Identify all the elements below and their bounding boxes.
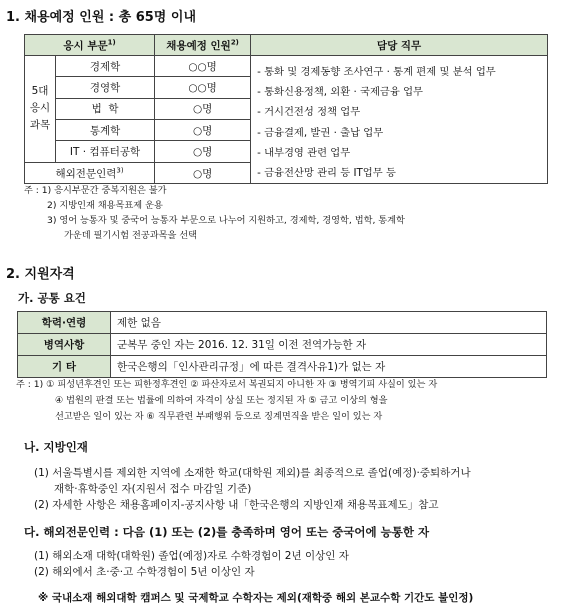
field-cell: 법 학 — [56, 98, 155, 119]
field-cell: IT · 컴퓨터공학 — [56, 141, 155, 162]
da-line: (1) 해외소재 대학(대학원) 졸업(예정)자로 수학경험이 2년 이상인 자 — [34, 550, 349, 562]
count-cell: ○명 — [155, 120, 251, 141]
na-line: 재학·휴학중인 자(지원서 접수 마감일 기준) — [54, 483, 252, 495]
da-line: (2) 해외에서 초·중·고 수학경험이 5년 이상인 자 — [34, 566, 255, 578]
subsection-ga-title: 가. 공통 요건 — [18, 291, 86, 305]
count-cell: ○명 — [155, 98, 251, 119]
field-cell: 경영학 — [56, 77, 155, 98]
field-cell-foreign: 해외전문인력$^{3)}$ — [25, 162, 155, 183]
note-line: 주 : 1) 응시부문간 중복지원은 불가 — [24, 185, 167, 196]
req-value: 군복무 중인 자는 2016. 12. 31일 이전 전역가능한 자 — [111, 334, 547, 356]
note-line: 선고받은 일이 있는 자 ⑥ 직무관련 부패행위 등으로 징계면직을 받은 일이 있는 자 — [55, 411, 383, 422]
req-key: 병역사항 — [18, 334, 111, 356]
count-cell: ○○명 — [155, 77, 251, 98]
count-cell: ○명 — [155, 141, 251, 162]
field-cell: 통계학 — [56, 120, 155, 141]
header-duty: 담당 직무 — [251, 35, 548, 56]
field-cell: 경제학 — [56, 56, 155, 77]
na-line: (1) 서울특별시를 제외한 지역에 소재한 학교(대학원 제외)를 최종적으로 졸업(예정)·중퇴하거나 — [34, 467, 471, 479]
section-2-title: 2. 지원자격 — [6, 267, 75, 282]
duty-line: - 내부경영 관련 업무 — [257, 146, 351, 159]
req-key: 기 타 — [18, 356, 111, 378]
duty-line: - 거시건전성 정책 업무 — [257, 106, 361, 119]
note-line: 주 : 1) ① 피성년후견인 또는 피한정후견인 ② 파산자로서 복권되지 아니한 자 ③ 병역기피 사실이 있는 자 — [16, 379, 438, 390]
count-cell: ○○명 — [155, 56, 251, 77]
duty-line: - 통화신용정책, 외환 · 국제금융 업무 — [257, 86, 423, 99]
duty-line: - 금융결제, 발권 · 출납 업무 — [257, 126, 384, 139]
header-field: 응시 부문$^{1)}$ — [25, 35, 155, 56]
req-value: 한국은행의「인사관리규정」에 따른 결격사유1)가 없는 자 — [111, 356, 547, 378]
duty-line: - 통화 및 경제동향 조사연구 · 통계 편제 및 분석 업무 — [257, 66, 496, 78]
note-line: 3) 영어 능통자 및 중국어 능통자 부문으로 나누어 지원하고, 경제학, 경영학, 법학, 통계학 — [47, 215, 405, 226]
section-1-title: 1. 채용예정 인원 : 총 65명 이내 — [6, 10, 197, 25]
req-key: 학력·연령 — [18, 312, 111, 334]
note-line: 2) 지방인재 채용목표제 운용 — [47, 200, 163, 211]
req-value: 제한 없음 — [111, 312, 547, 334]
subsection-na-title: 나. 지방인재 — [24, 440, 88, 454]
recruitment-table — [24, 34, 548, 184]
group-label: 5대 응시 과목 — [25, 56, 56, 163]
note-line: ④ 법원의 판결 또는 법률에 의하여 자격이 상실 또는 정지된 자 ⑤ 금고 이상의 형을 — [55, 395, 388, 406]
da-footnote: ※ 국내소재 해외대학 캠퍼스 및 국제학교 수학자는 제외(재학중 해외 본교수학 기간도 불인정) — [38, 592, 474, 604]
requirements-table — [17, 311, 547, 378]
header-count: 채용예정 인원$^{2)}$ — [155, 35, 251, 56]
na-line: (2) 자세한 사항은 채용홈페이지-공지사항 내「한국은행의 지방인재 채용목표제도」참고 — [34, 499, 439, 511]
count-cell: ○명 — [155, 162, 251, 183]
note-line: 가운데 필기시험 전공과목을 선택 — [64, 230, 198, 241]
duty-cell — [251, 56, 548, 184]
duty-line: - 금융전산망 관리 등 IT업무 등 — [257, 167, 396, 180]
subsection-da-title: 다. 해외전문인력 : 다음 (1) 또는 (2)를 충족하며 영어 또는 중국어에 능통한 자 — [24, 525, 430, 539]
